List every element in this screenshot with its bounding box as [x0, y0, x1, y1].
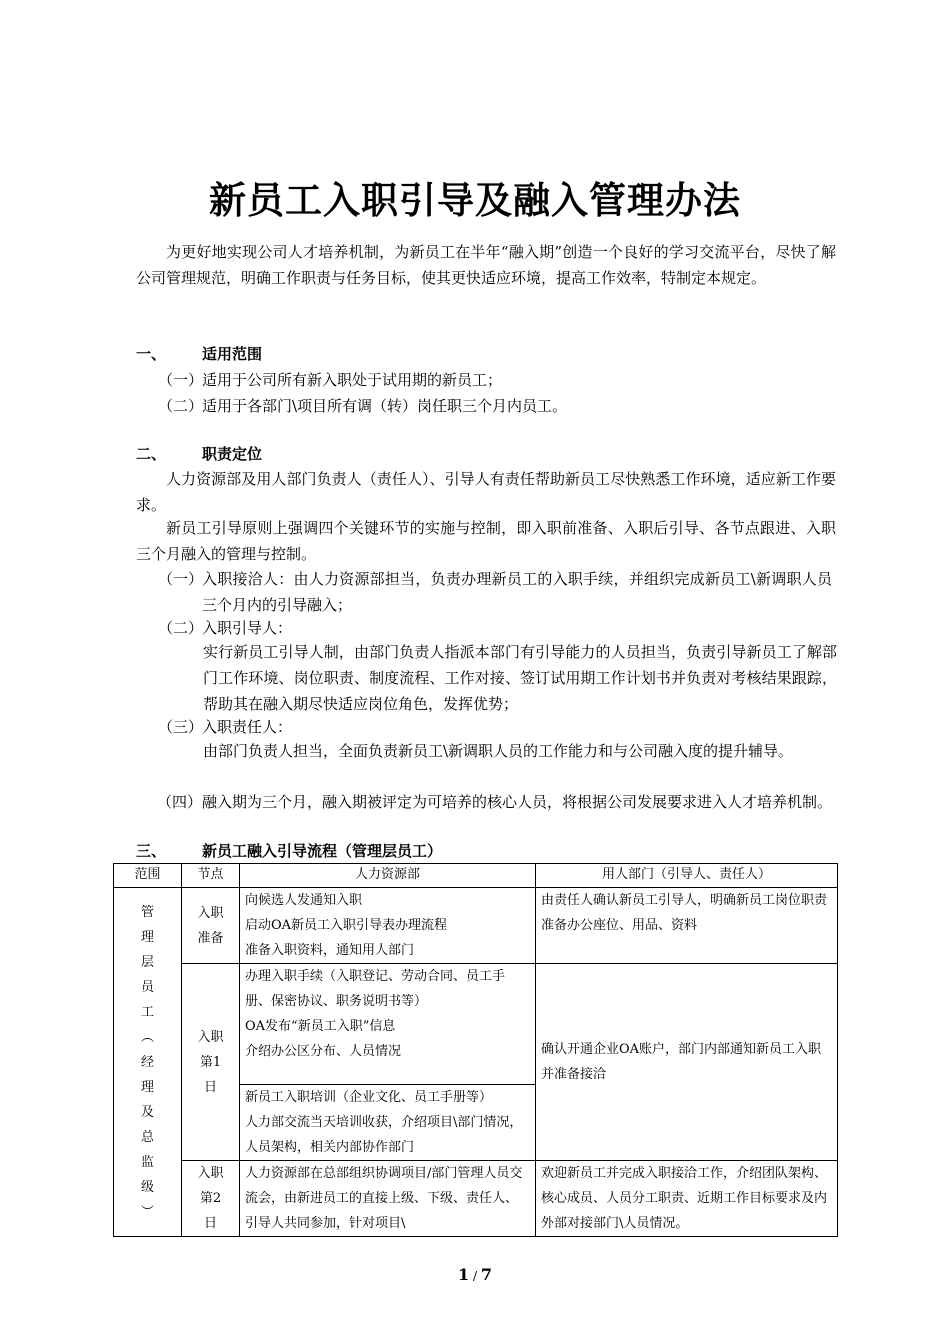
- node-text: 第1: [199, 1054, 222, 1070]
- hr-task: 新员工入职培训（企业文化、员工手册等）: [245, 1090, 493, 1105]
- hr-cell: [240, 888, 536, 964]
- section-3-heading: [136, 838, 442, 864]
- section-2-item-2-body: 实行新员工引导人制，由部门负责人指派本部门有引导能力的人员担当，负责引导新员工了解部门工作环境、岗位职责、制度流程、工作对接、签订试用期工作计划书并负责对考核结果跟踪，帮助其在融入期尽快适应岗位角色，发挥优势；: [203, 643, 837, 713]
- hr-cell: [240, 1085, 536, 1161]
- section-2-paragraph-1: 人力资源部及用人部门负责人（责任人）、引导人有责任帮助新员工尽快熟悉工作环境，适应新工作要求。: [136, 470, 836, 514]
- scope-char: 层: [140, 954, 154, 970]
- section-2-item-1: [158, 566, 838, 618]
- page-number: [0, 1265, 950, 1284]
- page-separator: /: [469, 1269, 481, 1283]
- node-cell: [182, 964, 240, 1161]
- item-label: 入职责任人：: [202, 718, 293, 736]
- node-text: 入职: [197, 1029, 224, 1045]
- section-2-item-2: [158, 615, 838, 641]
- item-text: 适用于各部门\项目所有调（转）岗任职三个月内员工。: [202, 397, 568, 415]
- scope-char: 及: [140, 1104, 154, 1120]
- section-1-item-1: [158, 367, 838, 393]
- scope-cell: [114, 888, 182, 1237]
- intro-paragraph: 为更好地实现公司人才培养机制，为新员工在半年“融入期”创造一个良好的学习交流平台，尽快了解公司管理规范，明确工作职责与任务目标，使其更快适应环境，提高工作效率，特制定本规定。: [136, 243, 836, 287]
- table-row: [114, 1161, 838, 1237]
- hr-cell: [240, 964, 536, 1085]
- section-2-paragraph-2: 新员工引导原则上强调四个关键环节的实施与控制，即入职前准备、入职后引导、各节点跟进、入职三个月融入的管理与控制。: [136, 519, 836, 563]
- section-3-title: 新员工融入引导流程（管理层员工）: [202, 842, 443, 860]
- table-header-scope: 范围: [114, 864, 182, 888]
- scope-char: 经: [140, 1054, 154, 1070]
- item-text: 入职接洽人：由人力资源部担当，负责办理新员工的入职手续，并组织完成新员工\新调职人员三个月内的引导融入；: [202, 570, 832, 614]
- node-text: 第2: [199, 1191, 222, 1206]
- scope-char: 工: [140, 1004, 154, 1020]
- section-1-heading: [136, 341, 262, 367]
- hr-task: 向候选人发通知入职: [245, 893, 363, 908]
- scope-char: 管: [140, 904, 154, 920]
- scope-char: ︶: [140, 1204, 154, 1220]
- section-2-item-4: （四）融入期为三个月，融入期被评定为可培养的核心人员，将根据公司发展要求进入人才培养机制。: [157, 793, 833, 811]
- section-2-item-3-body: 由部门负责人担当，全面负责新员工\新调职人员的工作能力和与公司融入度的提升辅导。: [203, 742, 794, 760]
- scope-char: 监: [140, 1154, 154, 1170]
- item-mark: （三）: [158, 718, 204, 736]
- onboarding-flow-table: [113, 863, 838, 1237]
- hr-cell: [240, 1161, 536, 1237]
- dept-cell: [536, 888, 838, 964]
- scope-char: 级: [140, 1179, 154, 1195]
- scope-char: 理: [140, 929, 154, 945]
- scope-char: 员: [140, 979, 154, 995]
- hr-task: 准备入职资料，通知用人部门: [245, 943, 415, 958]
- node-text: 日: [203, 1216, 217, 1231]
- section-2-heading: [136, 441, 262, 467]
- scope-char: 理: [140, 1079, 154, 1095]
- table-header-dept: 用人部门（引导人、责任人）: [536, 864, 838, 888]
- scope-char: ︵: [140, 1029, 154, 1045]
- dept-task: 准备办公座位、用品、资料: [541, 918, 698, 933]
- section-2-number: 二、: [136, 445, 167, 463]
- dept-task: 欢迎新员工并完成入职接洽工作，介绍团队架构、核心成员、人员分工职责、近期工作目标要求及内外部对接部门\人员情况。: [541, 1166, 828, 1231]
- node-text: 日: [203, 1079, 217, 1095]
- dept-cell: [536, 1161, 838, 1237]
- hr-task: 办理入职手续（入职登记、劳动合同、员工手册、保密协议、职务说明书等）: [245, 969, 506, 1009]
- table-header-hr: 人力资源部: [240, 864, 536, 888]
- hr-task: OA发布“新员工入职”信息: [245, 1019, 396, 1034]
- scope-char: 总: [140, 1129, 154, 1145]
- dept-task: 由责任人确认新员工引导人，明确新员工岗位职责: [541, 893, 828, 908]
- table-header-row: [114, 864, 838, 888]
- node-text: 入职: [197, 1166, 224, 1181]
- page-total: 7: [480, 1265, 492, 1284]
- section-3-number: 三、: [136, 842, 167, 860]
- section-1-title: 适用范围: [202, 345, 263, 363]
- table-row: [114, 888, 838, 964]
- page-current: 1: [458, 1265, 470, 1284]
- section-2-title: 职责定位: [202, 445, 263, 463]
- hr-task: 启动OA新员工入职引导表办理流程: [245, 918, 448, 933]
- item-mark: （一）: [158, 570, 204, 588]
- node-cell: [182, 888, 240, 964]
- section-1-item-2: [158, 393, 838, 419]
- item-mark: （二）: [158, 619, 204, 637]
- table-row: [114, 964, 838, 1085]
- node-text: 准备: [197, 930, 224, 946]
- hr-task: 介绍办公区分布、人员情况: [245, 1044, 402, 1059]
- item-mark: （一）: [158, 371, 204, 389]
- document-title: 新员工入职引导及融入管理办法: [209, 178, 741, 222]
- dept-task: 确认开通企业OA账户，部门内部通知新员工入职并准备接洽: [541, 1042, 822, 1082]
- section-2-item-3: [158, 714, 838, 740]
- table-header-node: 节点: [182, 864, 240, 888]
- item-mark: （二）: [158, 397, 204, 415]
- dept-cell: [536, 964, 838, 1161]
- section-1-number: 一、: [136, 345, 167, 363]
- hr-task: 人力部交流当天培训收获，介绍项目\部门情况，人员架构，相关内部协作部门: [245, 1115, 523, 1155]
- node-cell: [182, 1161, 240, 1237]
- item-label: 入职引导人：: [202, 619, 293, 637]
- hr-task: 人力资源部在总部组织协调项目/部门管理人员交流会，由新进员工的直接上级、下级、责任人、引导人共同参加，针对项目\: [245, 1166, 523, 1231]
- item-text: 适用于公司所有新入职处于试用期的新员工；: [202, 371, 503, 389]
- node-text: 入职: [197, 905, 224, 921]
